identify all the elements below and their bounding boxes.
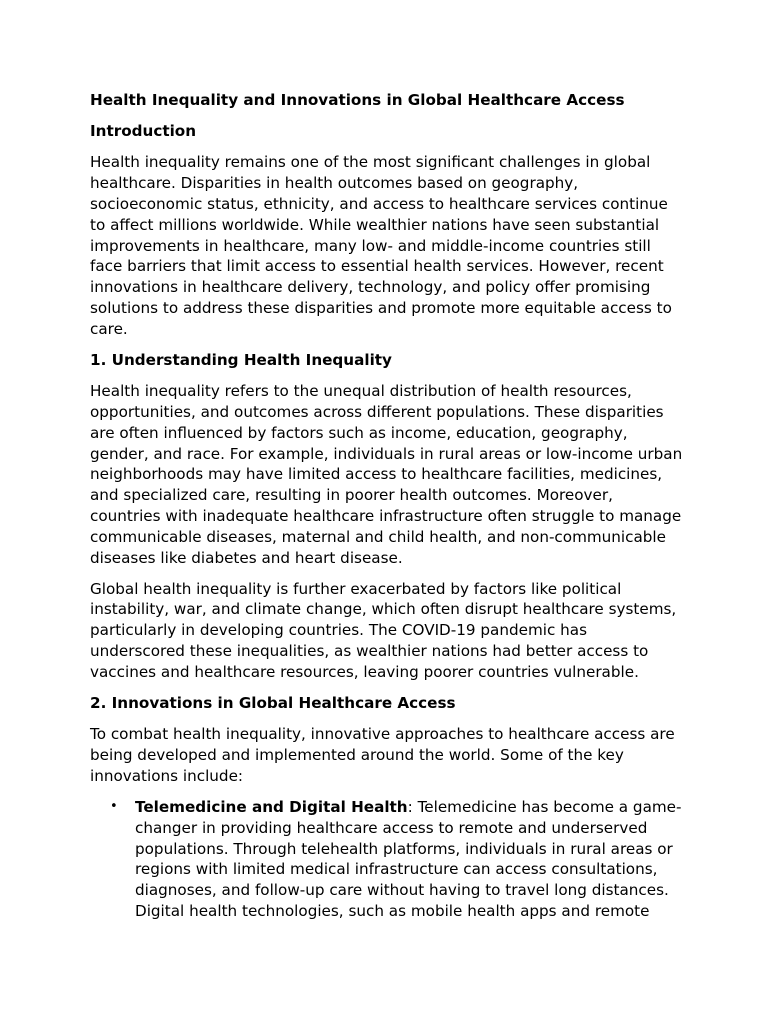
document-title: Health Inequality and Innovations in Global Healthcare Access xyxy=(90,91,625,109)
text-line: populations. Through telehealth platforms, individuals in rural areas or xyxy=(135,839,673,858)
text-line: Health inequality refers to the unequal distribution of health resources, xyxy=(90,382,632,401)
text-line: solutions to address these disparities and promote more equitable access to xyxy=(90,298,672,317)
section-1-paragraph-1 xyxy=(90,381,690,568)
text-line: neighborhoods may have limited access to healthcare facilities, medicines, xyxy=(90,465,663,484)
text-line: healthcare. Disparities in health outcomes based on geography, xyxy=(90,174,579,193)
text-line: gender, and race. For example, individuals in rural areas or low-income urban xyxy=(90,444,683,463)
intro-paragraph xyxy=(90,152,690,339)
text-line: being developed and implemented around the world. Some of the key xyxy=(90,746,624,765)
text-line: diagnoses, and follow-up care without having to travel long distances. xyxy=(135,881,669,900)
text-line: to affect millions worldwide. While wealthier nations have seen substantial xyxy=(90,215,660,234)
text-line: Health inequality remains one of the most significant challenges in global xyxy=(90,153,651,172)
text-line: particularly in developing countries. The COVID-19 pandemic has xyxy=(90,621,587,640)
text-line: Global health inequality is further exacerbated by factors like political xyxy=(90,579,622,598)
text-line: : Telemedicine has become a game- xyxy=(407,798,682,817)
intro-heading: Introduction xyxy=(90,122,197,141)
text-line: care. xyxy=(90,319,128,338)
section-2-intro xyxy=(90,724,690,786)
text-line: underscored these inequalities, as wealthier nations had better access to xyxy=(90,642,649,661)
section-2-heading: 2. Innovations in Global Healthcare Access xyxy=(90,694,456,713)
text-line: face barriers that limit access to essential health services. However, recent xyxy=(90,257,664,276)
innovations-list xyxy=(90,797,690,922)
text-line: diseases like diabetes and heart disease. xyxy=(90,548,403,567)
text-line: socioeconomic status, ethnicity, and access to healthcare services continue xyxy=(90,194,668,213)
bullet-icon: • xyxy=(110,799,118,815)
text-line: regions with limited medical infrastructure can access consultations, xyxy=(135,860,658,879)
text-line: changer in providing healthcare access to remote and underserved xyxy=(135,818,648,837)
text-line: vaccines and healthcare resources, leaving poorer countries vulnerable. xyxy=(90,662,639,681)
text-line: are often influenced by factors such as income, education, geography, xyxy=(90,423,628,442)
text-line: innovations in healthcare delivery, technology, and policy offer promising xyxy=(90,278,651,297)
text-line: Digital health technologies, such as mobile health apps and remote xyxy=(135,902,650,921)
text-line: opportunities, and outcomes across different populations. These disparities xyxy=(90,402,664,421)
section-1-heading: 1. Understanding Health Inequality xyxy=(90,350,392,369)
bullet-label: Telemedicine and Digital Health xyxy=(135,798,408,817)
text-line: instability, war, and climate change, which often disrupt healthcare systems, xyxy=(90,600,677,619)
section-1-paragraph-2 xyxy=(90,579,690,683)
text-line: innovations include: xyxy=(90,766,244,785)
text-line: To combat health inequality, innovative approaches to healthcare access are xyxy=(90,725,675,744)
document-page xyxy=(90,90,690,922)
list-item-telemedicine xyxy=(90,797,690,922)
text-line: countries with inadequate healthcare infrastructure often struggle to manage xyxy=(90,506,682,525)
text-line: and specialized care, resulting in poorer health outcomes. Moreover, xyxy=(90,486,613,505)
text-line: improvements in healthcare, many low- and middle-income countries still xyxy=(90,236,651,255)
text-line: communicable diseases, maternal and child health, and non-communicable xyxy=(90,527,666,546)
